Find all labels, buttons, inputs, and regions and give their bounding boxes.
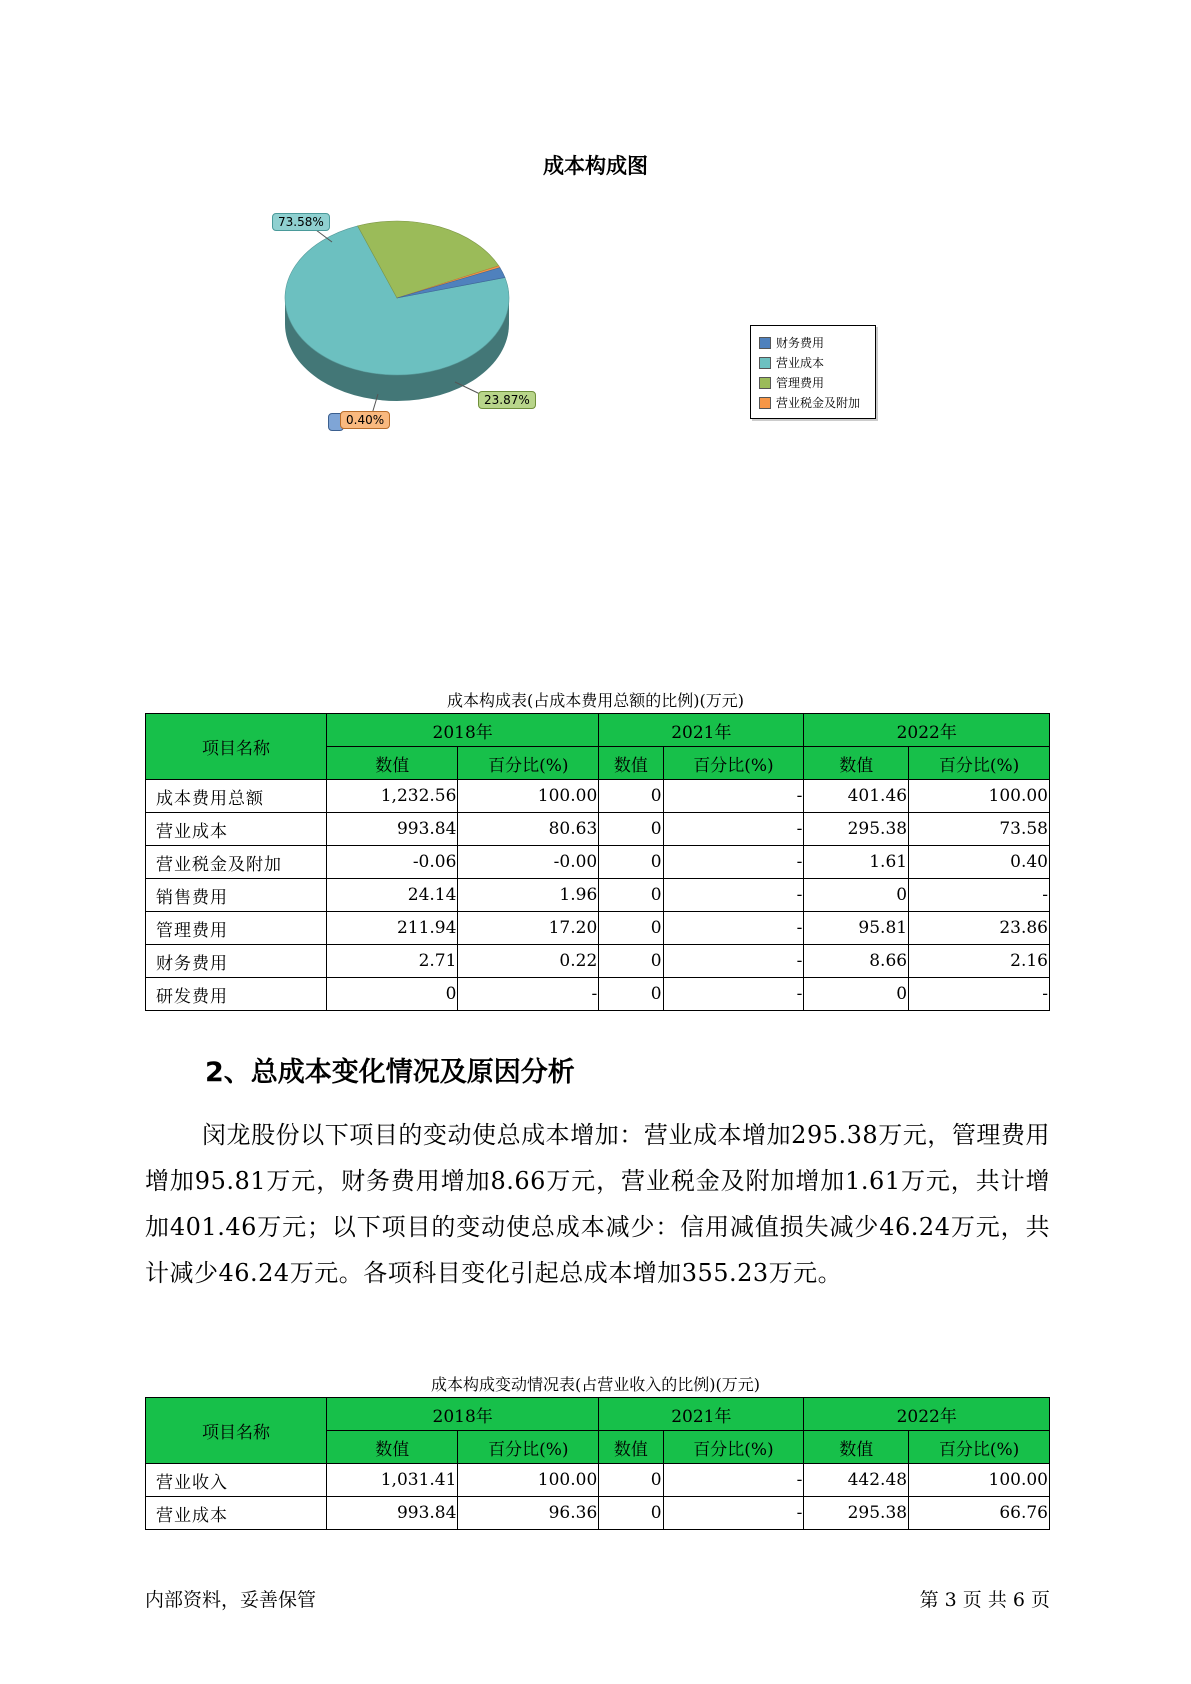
cell-percent: 2.16 — [909, 945, 1050, 978]
cell-percent: 100.00 — [458, 1464, 599, 1497]
cell-percent: -0.00 — [458, 846, 599, 879]
header-value: 数值 — [327, 747, 458, 780]
legend-item-operating-cost — [751, 353, 875, 372]
row-label: 营业收入 — [146, 1464, 327, 1497]
cell-percent: - — [663, 813, 804, 846]
footer-confidential: 内部资料，妥善保管 — [145, 1589, 317, 1611]
header-year: 2022年 — [804, 1398, 1050, 1431]
legend-label: 营业成本 — [776, 356, 825, 370]
table-row — [146, 1497, 1050, 1530]
cell-value: -0.06 — [327, 846, 458, 879]
chart-title: 成本构成图 — [543, 154, 648, 178]
table-row — [146, 846, 1050, 879]
pie-label-operating-cost: 73.58% — [272, 213, 330, 231]
legend-label: 管理费用 — [776, 376, 825, 390]
header-year: 2021年 — [599, 1398, 804, 1431]
cell-value: 0 — [804, 879, 909, 912]
header-percent: 百分比(%) — [663, 747, 804, 780]
cell-value: 2.71 — [327, 945, 458, 978]
header-item-name: 项目名称 — [146, 714, 327, 780]
header-year: 2018年 — [327, 714, 599, 747]
cell-value: 0 — [599, 945, 663, 978]
header-value: 数值 — [804, 747, 909, 780]
cell-value: 295.38 — [804, 1497, 909, 1530]
chart-legend — [750, 325, 876, 419]
header-percent: 百分比(%) — [909, 747, 1050, 780]
cell-value: 1,232.56 — [327, 780, 458, 813]
cell-percent: 23.86 — [909, 912, 1050, 945]
header-year: 2022年 — [804, 714, 1050, 747]
cell-value: 95.81 — [804, 912, 909, 945]
cell-percent: - — [663, 912, 804, 945]
legend-label: 营业税金及附加 — [776, 396, 861, 410]
cell-value: 0 — [804, 978, 909, 1011]
legend-swatch — [759, 337, 771, 349]
cell-value: 295.38 — [804, 813, 909, 846]
cell-percent: - — [663, 978, 804, 1011]
cell-value: 0 — [599, 813, 663, 846]
cell-percent: 17.20 — [458, 912, 599, 945]
row-label: 管理费用 — [146, 912, 327, 945]
cell-percent: - — [663, 846, 804, 879]
header-percent: 百分比(%) — [458, 1431, 599, 1464]
cell-value: 0 — [599, 879, 663, 912]
cell-percent: 80.63 — [458, 813, 599, 846]
cell-percent: 100.00 — [909, 780, 1050, 813]
cell-value: 442.48 — [804, 1464, 909, 1497]
cell-value: 0 — [599, 1464, 663, 1497]
cell-percent: 100.00 — [458, 780, 599, 813]
pie-label-management: 23.87% — [478, 391, 536, 409]
footer-page-number: 第 3 页 共 6 页 — [919, 1589, 1050, 1611]
table1-caption: 成本构成表(占成本费用总额的比例)(万元) — [447, 691, 744, 710]
header-percent: 百分比(%) — [663, 1431, 804, 1464]
legend-swatch — [759, 377, 771, 389]
cell-value: 1.61 — [804, 846, 909, 879]
cell-value: 211.94 — [327, 912, 458, 945]
row-label: 销售费用 — [146, 879, 327, 912]
row-label: 营业成本 — [146, 1497, 327, 1530]
header-value: 数值 — [599, 747, 663, 780]
cell-percent: 73.58 — [909, 813, 1050, 846]
cost-change-table — [145, 1397, 1050, 1530]
cell-value: 0 — [327, 978, 458, 1011]
cell-percent: - — [909, 978, 1050, 1011]
cost-composition-table — [145, 713, 1050, 1011]
header-percent: 百分比(%) — [458, 747, 599, 780]
pie-label-tax: 0.40% — [340, 411, 390, 429]
cell-percent: 0.40 — [909, 846, 1050, 879]
cell-percent: 66.76 — [909, 1497, 1050, 1530]
table-row — [146, 912, 1050, 945]
cell-value: 0 — [599, 780, 663, 813]
legend-label: 财务费用 — [776, 336, 825, 350]
row-label: 研发费用 — [146, 978, 327, 1011]
cell-value: 401.46 — [804, 780, 909, 813]
legend-swatch — [759, 397, 771, 409]
table-row — [146, 945, 1050, 978]
cell-percent: 100.00 — [909, 1464, 1050, 1497]
analysis-paragraph: 闵龙股份以下项目的变动使总成本增加：营业成本增加295.38万元，管理费用增加95.81万元，财务费用增加8.66万元，营业税金及附加增加1.61万元，共计增加401.46万元；以下项目的变动使总成本减少：信用减值损失减少46.24万元，共计减少46.24万元。各项科目变化引起总成本增加355.23万元。 — [145, 1121, 1050, 1287]
cell-value: 0 — [599, 912, 663, 945]
cell-percent: 0.22 — [458, 945, 599, 978]
cell-percent: - — [663, 780, 804, 813]
cell-percent: - — [909, 879, 1050, 912]
legend-item-finance — [751, 333, 875, 352]
table-row — [146, 879, 1050, 912]
cell-value: 993.84 — [327, 813, 458, 846]
cell-value: 0 — [599, 846, 663, 879]
cell-percent: - — [663, 1464, 804, 1497]
section-heading: 2、总成本变化情况及原因分析 — [205, 1057, 575, 1088]
cell-value: 1,031.41 — [327, 1464, 458, 1497]
table-row — [146, 813, 1050, 846]
row-label: 营业成本 — [146, 813, 327, 846]
header-value: 数值 — [804, 1431, 909, 1464]
cell-percent: 1.96 — [458, 879, 599, 912]
cell-percent: - — [663, 879, 804, 912]
cell-percent: - — [663, 1497, 804, 1530]
header-year: 2018年 — [327, 1398, 599, 1431]
legend-item-tax — [751, 393, 875, 412]
cell-value: 0 — [599, 978, 663, 1011]
row-label: 成本费用总额 — [146, 780, 327, 813]
cell-percent: - — [663, 945, 804, 978]
header-year: 2021年 — [599, 714, 804, 747]
cell-value: 24.14 — [327, 879, 458, 912]
cell-value: 0 — [599, 1497, 663, 1530]
pie-chart — [280, 218, 530, 418]
header-item-name: 项目名称 — [146, 1398, 327, 1464]
cell-percent: 96.36 — [458, 1497, 599, 1530]
table2-caption: 成本构成变动情况表(占营业收入的比例)(万元) — [431, 1375, 760, 1394]
cell-percent: - — [458, 978, 599, 1011]
table-row — [146, 978, 1050, 1011]
legend-item-management — [751, 373, 875, 392]
table-row — [146, 1464, 1050, 1497]
header-percent: 百分比(%) — [909, 1431, 1050, 1464]
row-label: 营业税金及附加 — [146, 846, 327, 879]
header-value: 数值 — [599, 1431, 663, 1464]
header-value: 数值 — [327, 1431, 458, 1464]
table-row — [146, 780, 1050, 813]
legend-swatch — [759, 357, 771, 369]
cell-value: 993.84 — [327, 1497, 458, 1530]
cell-value: 8.66 — [804, 945, 909, 978]
row-label: 财务费用 — [146, 945, 327, 978]
